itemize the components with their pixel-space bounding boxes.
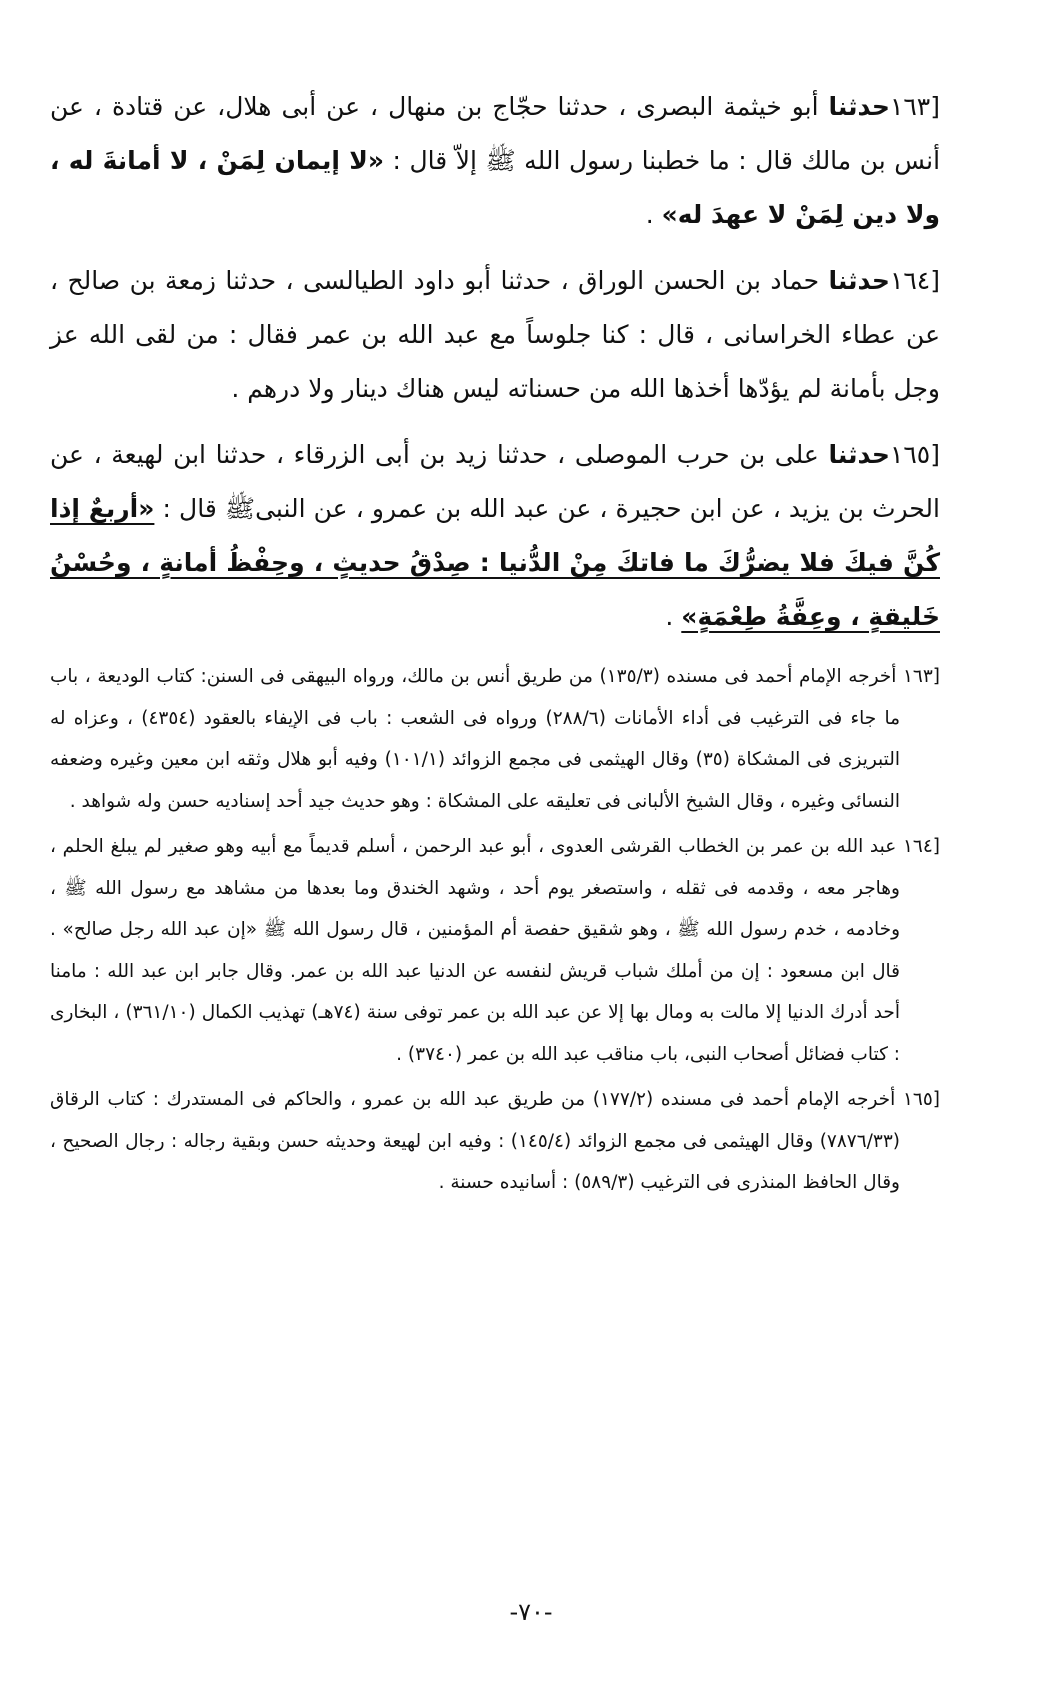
hadith-number: [١٦٣ xyxy=(889,92,940,121)
hadith-quote: «أربعٌ إذا كُنَّ فيكَ فلا يضرُّكَ ما فاتكَ مِنْ الدُّنيا : صِدْقُ حديثٍ ، وحِفْظُ أمانةٍ ، وحُسْنُ خَليقةٍ ، وعِفَّةُ طِعْمَةٍ» xyxy=(50,494,940,631)
hadith-lead: حدثنا xyxy=(828,440,890,469)
hadith-text: حماد بن الحسن الوراق ، حدثنا أبو داود الطيالسى ، حدثنا زمعة بن صالح ، عن عطاء الخراسانى ، قال : كنا جلوساً مع عبد الله بن عمر فقال : من لقى الله عز وجل بأمانة لم يؤدّها أخذها الله من حسناته ليس هناك دينار ولا درهم . xyxy=(50,266,940,403)
hadith-number: [١٦٤ xyxy=(889,266,940,295)
hadith-tail: . xyxy=(645,200,662,229)
page-body xyxy=(50,80,940,1208)
footnote-165 xyxy=(50,1079,940,1204)
hadith-163 xyxy=(50,80,940,242)
hadith-lead: حدثنا xyxy=(828,92,890,121)
footnote-164 xyxy=(50,826,940,1075)
footnotes xyxy=(50,656,940,1204)
hadith-tail: . xyxy=(665,602,682,631)
footnote-number: [١٦٥ xyxy=(902,1089,940,1110)
hadith-lead: حدثنا xyxy=(828,266,890,295)
hadith-section xyxy=(50,80,940,644)
hadith-quote: «لا إيمان لِمَنْ ، لا أمانةَ له ، ولا دين لِمَنْ لا عهدَ له» xyxy=(50,146,940,229)
footnote-number: [١٦٤ xyxy=(902,836,940,857)
hadith-text: على بن حرب الموصلى ، حدثنا زيد بن أبى الزرقاء ، حدثنا ابن لهيعة ، عن الحرث بن يزيد ، عن ابن حجيرة ، عن عبد الله بن عمرو ، عن النبىﷺ قال : xyxy=(50,440,940,523)
footnote-number: [١٦٣ xyxy=(902,666,940,687)
footnote-text: أخرجه الإمام أحمد فى مسنده (١٧٧/٢) من طريق عبد الله بن عمرو ، والحاكم فى المستدرك : كتاب الرقاق (٧٨٧٦/٣٣) وقال الهيثمى فى مجمع الزوائد (١٤٥/٤) : وفيه ابن لهيعة وحديثه حسن وبقية رجاله : رجال الصحيح ، وقال الحافظ المنذرى فى الترغيب (٥٨٩/٣) : أسانيده حسنة . xyxy=(50,1089,903,1193)
footnote-text: عبد الله بن عمر بن الخطاب القرشى العدوى ، أبو عبد الرحمن ، أسلم قديماً مع أبيه وهو صغير لم يبلغ الحلم ، وهاجر معه ، وقدمه فى ثقله ، واستصغر يوم أحد ، وشهد الخندق وما بعدها من مشاهد مع رسول الله ﷺ ، وخادمه ، خدم رسول الله ﷺ ، وهو شقيق حفصة أم المؤمنين ، قال رسول الله ﷺ «إن عبد الله رجل صالح» . قال ابن مسعود : إن من أملك شباب قريش لنفسه عن الدنيا عبد الله بن عمر. وقال جابر ابن عبد الله : مامنا أحد أدرك الدنيا إلا مالت به ومال بها إلا عن عبد الله بن عمر توفى سنة (٧٤هـ) تهذيب الكمال (٣٦١/١٠) ، البخارى : كتاب فضائل أصحاب النبى، باب مناقب عبد الله بن عمر (٣٧٤٠) . xyxy=(50,836,903,1065)
hadith-number: [١٦٥ xyxy=(889,440,940,469)
hadith-text: أبو خيثمة البصرى ، حدثنا حجّاج بن منهال ، عن أبى هلال، عن قتادة ، عن أنس بن مالك قال : ما خطبنا رسول الله ﷺ إلاّ قال : xyxy=(50,92,941,175)
footnote-163 xyxy=(50,656,940,822)
hadith-164 xyxy=(50,254,940,416)
hadith-165 xyxy=(50,428,940,644)
footnote-text: أخرجه الإمام أحمد فى مسنده (١٣٥/٣) من طريق أنس بن مالك، ورواه البيهقى فى السنن: كتاب الوديعة ، باب ما جاء فى الترغيب فى أداء الأمانات (٢٨٨/٦) ورواه فى الشعب : باب فى الإيفاء بالعقود (٤٣٥٤) ، وعزاه له التبريزى فى المشكاة (٣٥) وقال الهيثمى فى مجمع الزوائد (١٠١/١) وفيه أبو هلال وثقه ابن معين وغيره وضعفه النسائى وغيره ، وقال الشيخ الألبانى فى تعليقه على المشكاة : وهو حديث جيد أحد إسناديه حسن وله شواهد . xyxy=(50,666,903,812)
page-number: -٧٠- xyxy=(509,1598,553,1626)
